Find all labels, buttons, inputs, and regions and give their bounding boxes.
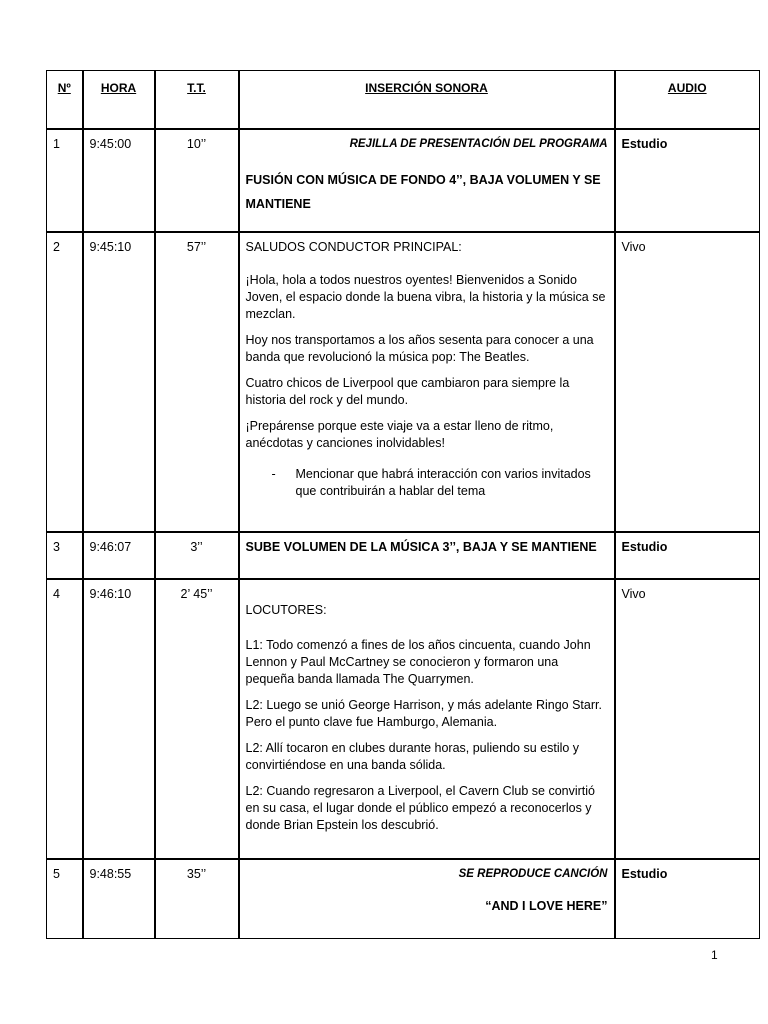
- bullet-text: Mencionar que habrá interacción con varios invitados que contribuirán a hablar del tema: [295, 467, 591, 498]
- instruction-line: MANTIENE: [245, 197, 311, 211]
- table-row: [47, 129, 760, 232]
- row-insercion: SUBE VOLUMEN DE LA MÚSICA 3’’, BAJA Y SE MANTIENE: [239, 532, 615, 579]
- row-hora: 9:45:00: [83, 129, 155, 232]
- row-tt: 35’’: [155, 859, 239, 938]
- table-row: [47, 532, 760, 579]
- bullet-dash: -: [271, 467, 276, 481]
- script-paragraph: L2: Cuando regresaron a Liverpool, el Cavern Club se convirtió en su casa, el lugar donde el público empezó a reconocerlos y donde Brian Epstein los descubrió.: [245, 784, 595, 832]
- header-insercion: INSERCIÓN SONORA: [239, 71, 615, 130]
- script-paragraph: L2: Luego se unió George Harrison, y más adelante Ringo Starr. Pero el punto clave fue Hamburgo, Alemania.: [245, 698, 602, 729]
- row-audio: Estudio: [615, 532, 760, 579]
- script-paragraph: L2: Allí tocaron en clubes durante horas, puliendo su estilo y convirtiéndose en una banda sólida.: [245, 741, 580, 772]
- row-num: 2: [47, 232, 83, 532]
- table-header-row: [47, 71, 760, 130]
- row-num: 1: [47, 129, 83, 232]
- row-audio: Estudio: [615, 859, 760, 938]
- script-paragraph: L1: Todo comenzó a fines de los años cincuenta, cuando John Lennon y Paul McCartney se conocieron y formaron una pequeña banda llamada The Quarrymen.: [245, 638, 591, 686]
- row-tt: 3’’: [155, 532, 239, 579]
- script-paragraph: Cuatro chicos de Liverpool que cambiaron para siempre la historia del rock y del mundo.: [245, 376, 570, 407]
- row-tt: 2’ 45’’: [155, 579, 239, 859]
- segment-heading: SALUDOS CONDUCTOR PRINCIPAL:: [245, 240, 462, 254]
- row-hora: 9:48:55: [83, 859, 155, 938]
- table-row: [47, 859, 760, 938]
- segment-title: SE REPRODUCE CANCIÓN: [458, 868, 608, 880]
- script-paragraph: ¡Prepárense porque este viaje va a estar lleno de ritmo, anécdotas y canciones inolvidables!: [245, 419, 554, 450]
- page-number: 1: [711, 948, 718, 962]
- row-insercion: [239, 129, 615, 232]
- segment-heading: LOCUTORES:: [245, 603, 327, 617]
- row-tt: 57’’: [155, 232, 239, 532]
- instruction-line: FUSIÓN CON MÚSICA DE FONDO 4’’, BAJA VOLUMEN Y SE: [245, 173, 601, 187]
- row-num: 4: [47, 579, 83, 859]
- row-audio: Vivo: [615, 579, 760, 859]
- row-insercion: [239, 859, 615, 938]
- song-title: “AND I LOVE HERE”: [485, 899, 608, 913]
- header-hora: HORA: [83, 71, 155, 130]
- row-hora: 9:45:10: [83, 232, 155, 532]
- row-audio: Estudio: [615, 129, 760, 232]
- table-row: [47, 579, 760, 859]
- row-hora: 9:46:07: [83, 532, 155, 579]
- script-paragraph: Hoy nos transportamos a los años sesenta para conocer a una banda que revolucionó la música pop: The Beatles.: [245, 333, 594, 364]
- header-num: Nº: [47, 71, 83, 130]
- bullet-item: [272, 466, 608, 500]
- header-audio: AUDIO: [615, 71, 760, 130]
- row-insercion: [239, 232, 615, 532]
- row-num: 3: [47, 532, 83, 579]
- script-paragraph: ¡Hola, hola a todos nuestros oyentes! Bienvenidos a Sonido Joven, el espacio donde la buena vibra, la historia y la música se mezclan.: [245, 273, 606, 321]
- segment-instruction: [246, 168, 608, 216]
- row-audio: Vivo: [615, 232, 760, 532]
- header-tt: T.T.: [155, 71, 239, 130]
- table-row: [47, 232, 760, 532]
- radio-script-table: [46, 70, 760, 939]
- row-tt: 10’’: [155, 129, 239, 232]
- row-insercion: [239, 579, 615, 859]
- row-num: 5: [47, 859, 83, 938]
- segment-title: REJILLA DE PRESENTACIÓN DEL PROGRAMA: [349, 138, 608, 150]
- row-hora: 9:46:10: [83, 579, 155, 859]
